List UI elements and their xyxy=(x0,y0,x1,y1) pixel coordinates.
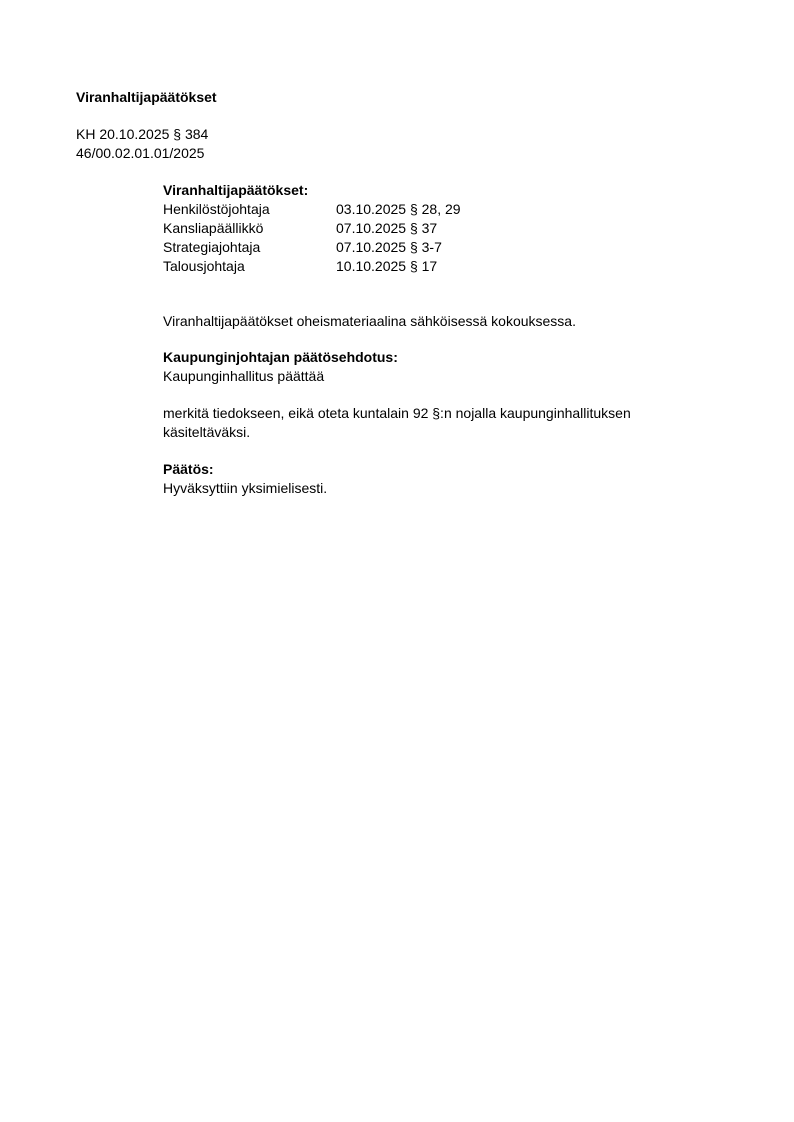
decision-row xyxy=(163,257,723,276)
decision-role: Talousjohtaja xyxy=(163,258,245,274)
meeting-reference: KH 20.10.2025 § 384 xyxy=(76,126,209,142)
decision-row xyxy=(163,219,723,238)
decision-role: Kansliapäällikkö xyxy=(163,220,264,236)
proposal-intro: Kaupunginhallitus päättää xyxy=(163,368,325,384)
decision-heading: Päätös: xyxy=(163,461,214,477)
decision-reference: 07.10.2025 § 3-7 xyxy=(336,239,442,255)
record-number: 46/00.02.01.01/2025 xyxy=(76,145,205,161)
document-title: Viranhaltijapäätökset xyxy=(76,89,217,105)
attachment-note: Viranhaltijapäätökset oheismateriaalina sähköisessä kokouksessa. xyxy=(163,313,576,329)
decision-reference: 03.10.2025 § 28, 29 xyxy=(336,201,461,217)
decision-reference: 07.10.2025 § 37 xyxy=(336,220,438,236)
proposal-text: merkitä tiedokseen, eikä oteta kuntalain 92 §:n nojalla kaupunginhallituksen käsiteltäväksi. xyxy=(163,405,631,440)
proposal-section xyxy=(163,348,723,386)
decision-text: Hyväksyttiin yksimielisesti. xyxy=(163,480,328,496)
decision-role: Henkilöstöjohtaja xyxy=(163,201,270,217)
reference-block xyxy=(76,125,208,163)
decision-section xyxy=(163,460,723,498)
decision-row xyxy=(163,200,723,219)
decisions-heading: Viranhaltijapäätökset: xyxy=(163,182,309,198)
decision-role: Strategiajohtaja xyxy=(163,239,261,255)
proposal-heading: Kaupunginjohtajan päätösehdotus: xyxy=(163,349,398,365)
decision-row xyxy=(163,238,723,257)
decisions-section xyxy=(163,181,723,276)
decision-reference: 10.10.2025 § 17 xyxy=(336,258,438,274)
